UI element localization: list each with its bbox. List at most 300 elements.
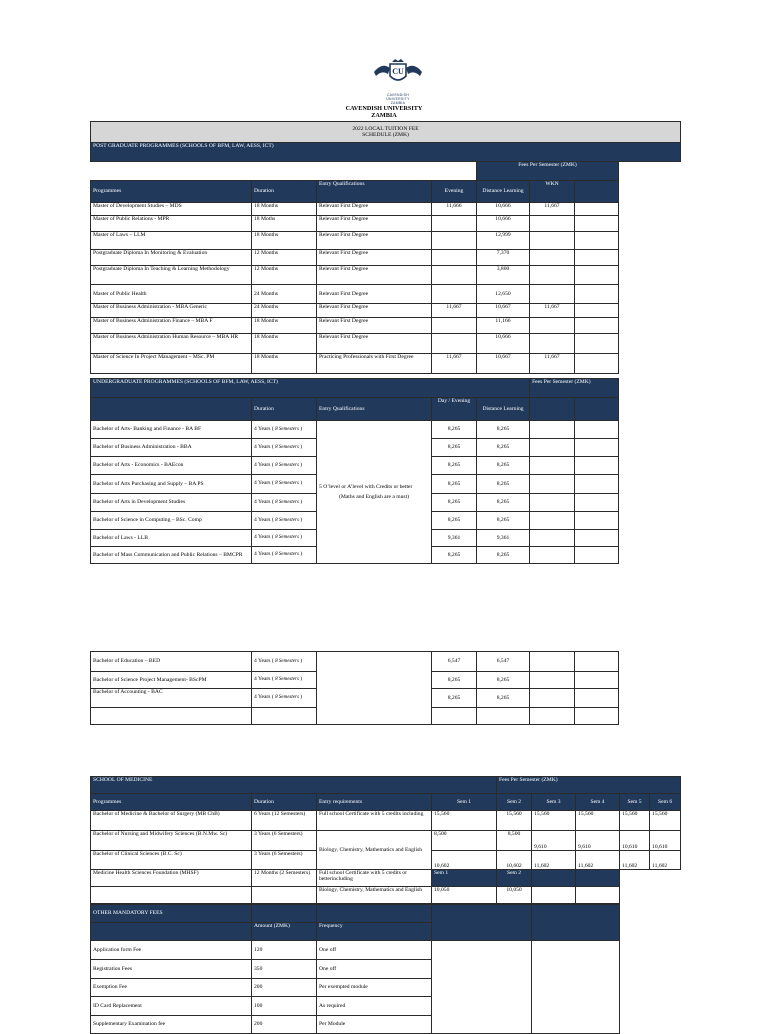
col-frequency: Frequency (317, 923, 432, 941)
empty-cell (530, 494, 575, 512)
duration: 12 Months (252, 266, 317, 285)
empty-cell (575, 708, 619, 725)
years: 4 Years ( (254, 657, 276, 664)
empty-cell (575, 494, 619, 512)
duration: 18 Months (252, 318, 317, 334)
spacer (620, 870, 681, 887)
col-programmes: Programmes (91, 794, 252, 811)
mhsf-sem1-fee: 10,050 (432, 887, 497, 904)
sem3-fee: 15,560 (532, 811, 576, 831)
sem5-fee: 15,560 (620, 811, 650, 831)
entry: Relevant First Degree (317, 318, 432, 334)
close-paren: ) (298, 425, 303, 432)
programme: Bachelor of Medicine & Bachelor of Surgery (MB ChB) (91, 811, 252, 831)
spacer (619, 512, 681, 530)
empty-cell (530, 475, 575, 494)
spacer (619, 181, 681, 203)
university-title (330, 105, 438, 119)
close-paren: ) (298, 676, 303, 683)
close-paren: ) (298, 516, 303, 523)
empty-cell (530, 689, 575, 708)
logo-line2: UNIVERSITY (386, 97, 410, 101)
programme: Bachelor of Arts in Development Studies (91, 494, 252, 512)
col-empty (530, 398, 575, 421)
spacer (619, 672, 681, 689)
fee-amount: 350 (252, 960, 317, 979)
postgrad-section-title: POST GRADUATE PROGRAMMES (SCHOOLS OF BFM, LAW, AESS, ICT) (91, 143, 681, 162)
duration: 12 Months (2 Semesters) (252, 870, 317, 887)
years: 4 Years ( (254, 551, 276, 558)
day-fee: 9,361 (432, 530, 477, 547)
table-row (91, 304, 681, 318)
sem6-fee: 11,602 (650, 851, 681, 870)
table-row (91, 354, 681, 374)
duration: 18 Months (252, 203, 317, 216)
programme: Bachelor of Arts - Economics - BAEcon (91, 457, 252, 475)
semesters: 8 Semesters (275, 552, 299, 558)
distance-fee: 3,800 (477, 266, 530, 285)
day-fee: 8,265 (432, 512, 477, 530)
entry: Full school Certificate with 5 credits including (317, 811, 432, 831)
distance-fee: 7,370 (477, 250, 530, 266)
programme: Master of Public Health (91, 285, 252, 304)
table-row (91, 652, 681, 672)
close-paren: ) (298, 551, 303, 558)
col-duration: Duration (252, 181, 317, 203)
spacer (619, 708, 681, 725)
wkn-fee (530, 232, 575, 250)
table-row (91, 318, 681, 334)
schedule-line2: SCHEDULE (ZMK) (362, 132, 409, 138)
years: 4 Years ( (254, 694, 276, 701)
entry: Biology, Chemistry, Mathematics and English (317, 887, 432, 904)
evening-fee (432, 266, 477, 285)
col-sem4: Sem 4 (576, 794, 620, 811)
duration (252, 530, 317, 547)
col-programmes: Programmes (91, 181, 252, 203)
duration: 18 Months (252, 354, 317, 374)
entry-qualification (317, 421, 432, 564)
day-fee: 8,265 (432, 439, 477, 457)
fee-frequency: Per Module (317, 1016, 432, 1034)
col-duration: Duration (252, 794, 317, 811)
evening-fee: 11,666 (432, 203, 477, 216)
postgrad-fees-header: Fees Per Semester (ZMK) (477, 162, 619, 181)
distance-fee: 8,265 (477, 494, 530, 512)
duration (252, 547, 317, 564)
day-fee: 8,265 (432, 457, 477, 475)
spacer (619, 475, 681, 494)
spacer (619, 203, 681, 216)
col-entry: Entry Qualifications (317, 398, 432, 421)
col-distance: Distance Learning (477, 398, 530, 421)
entry: Biology, Chemistry, Mathematics and English (317, 831, 432, 870)
col-sem1: Sem 1 (432, 794, 497, 811)
distance-fee: 10,666 (477, 334, 530, 354)
empty-cell (575, 530, 619, 547)
undergrad-section-title: UNDERGRADUATE PROGRAMMES (SCHOOLS OF BFM, LAW, AESS, ICT) (91, 379, 530, 398)
empty-cell (575, 439, 619, 457)
university-logo (368, 58, 428, 105)
programme: Bachelor of Business Administration - BBA (91, 439, 252, 457)
sem4-fee: 9,610 (576, 831, 620, 851)
sem1-fee: 8,500 (432, 831, 497, 851)
entry: Relevant First Degree (317, 304, 432, 318)
svg-text:CU: CU (392, 67, 404, 76)
university-line2: ZAMBIA (371, 112, 397, 119)
sem6-fee: 15,560 (650, 811, 681, 831)
duration (252, 439, 317, 457)
entry: Relevant First Degree (317, 266, 432, 285)
entry: Relevant First Degree (317, 334, 432, 354)
duration (252, 652, 317, 672)
empty-cell (575, 475, 619, 494)
sem4-fee: 15,560 (576, 811, 620, 831)
years: 4 Years ( (254, 534, 276, 541)
empty-cell (530, 547, 575, 564)
programme: Bachelor of Mass Communication and Public Relations – BMCPR (91, 547, 252, 564)
table-row (91, 811, 681, 831)
spacer (619, 439, 681, 457)
distance-fee: 8,265 (477, 475, 530, 494)
programme: Bachelor of Laws - LLB (91, 530, 252, 547)
sem2-fee: 15,560 (497, 811, 532, 831)
col-sem3: Sem 3 (532, 794, 576, 811)
empty-cell (477, 708, 530, 725)
fee-amount: 200 (252, 979, 317, 997)
duration: 18 Months (252, 232, 317, 250)
col-sem6: Sem 6 (650, 794, 681, 811)
fee-name: Application form Fee (91, 941, 252, 960)
evening-fee (432, 232, 477, 250)
empty-cell (575, 512, 619, 530)
empty-cell (576, 887, 620, 904)
spacer (619, 232, 681, 250)
mhsf-empty-header (576, 870, 620, 887)
sem2-fee: 10,602 (497, 851, 532, 870)
duration (252, 421, 317, 439)
empty-cell (575, 232, 619, 250)
empty-cell (91, 708, 252, 725)
duration: 12 Months (252, 250, 317, 266)
years: 4 Years ( (254, 676, 276, 683)
schedule-title (91, 122, 681, 143)
programme: Bachelor of Arts Purchasing and Supply – BA PS (91, 475, 252, 494)
wkn-fee (530, 285, 575, 304)
semesters: 8 Semesters (275, 462, 299, 468)
empty-cell (532, 887, 576, 904)
close-paren: ) (298, 461, 303, 468)
empty-cell (575, 266, 619, 285)
duration: 24 Months (252, 304, 317, 318)
header-blank (252, 905, 317, 923)
fee-name: Supplementary Examination fee (91, 1016, 252, 1034)
empty-cell (575, 457, 619, 475)
entry: Relevant First Degree (317, 250, 432, 266)
mhsf-sem2-header: Sem 2 (497, 870, 532, 887)
empty-cell (532, 941, 620, 1034)
duration (252, 494, 317, 512)
spacer (619, 285, 681, 304)
entry: Full school Certificate with 5 credits or betterincluding (317, 870, 432, 887)
empty-cell (575, 203, 619, 216)
evening-fee (432, 318, 477, 334)
col-sem5: Sem 5 (620, 794, 650, 811)
empty-cell (575, 421, 619, 439)
table-row (91, 887, 681, 904)
duration: 6 Years (12 Semesters) (252, 811, 317, 831)
fee-name: Registration Fees (91, 960, 252, 979)
empty-cell (575, 689, 619, 708)
empty-cell (252, 708, 317, 725)
continuation-table (90, 651, 681, 725)
spacer (619, 334, 681, 354)
col-distance: Distance Learning (477, 181, 530, 203)
distance-fee: 8,265 (477, 547, 530, 564)
distance-fee: 6,547 (477, 652, 530, 672)
distance-fee: 10,666 (477, 203, 530, 216)
programme: Postgraduate Diploma In Monitoring & Evaluation (91, 250, 252, 266)
distance-fee: 10,667 (477, 354, 530, 374)
mandatory-section-title: OTHER MANDATORY FEES (91, 905, 252, 923)
entry: Relevant First Degree (317, 285, 432, 304)
empty-cell (575, 250, 619, 266)
col-empty (575, 398, 619, 421)
schedule-line1: 2022 LOCAL TUITION FEE (352, 125, 419, 132)
spacer (619, 216, 681, 232)
semesters: 8 Semesters (275, 517, 299, 523)
col-entry: Entry requirements (317, 794, 432, 811)
programme: Master of Business Administration - MBA Generic (91, 304, 252, 318)
years: 4 Years ( (254, 461, 276, 468)
spacer (619, 689, 681, 708)
sem1-fee: 15,560 (432, 811, 497, 831)
distance-fee: 12,650 (477, 285, 530, 304)
day-fee: 8,265 (432, 672, 477, 689)
years: 4 Years ( (254, 498, 276, 505)
close-paren: ) (298, 694, 303, 701)
entry-note: (Maths and English are a must) (338, 493, 410, 500)
empty-cell (530, 652, 575, 672)
table-row (91, 421, 681, 439)
wkn-fee: 11,667 (530, 203, 575, 216)
spacer (619, 652, 681, 672)
table-row (91, 870, 681, 887)
distance-fee: 11,166 (477, 318, 530, 334)
programme: Bachelor of Education – BED (91, 652, 252, 672)
years: 4 Years ( (254, 480, 276, 487)
mhsf-sem2-fee: 10,050 (497, 887, 532, 904)
wkn-fee: 11,667 (530, 354, 575, 374)
header-blank (317, 905, 432, 923)
fee-amount: 100 (252, 997, 317, 1016)
sem1-fee: 10,602 (432, 851, 497, 870)
entry-text: 5 O’level or A’level with Credits or better (319, 484, 413, 491)
fee-name: ID Card Replacement (91, 997, 252, 1016)
mhsf-empty-header (532, 870, 576, 887)
mhsf-sem1-header: Sem 1 (432, 870, 497, 887)
distance-fee: 8,265 (477, 512, 530, 530)
empty-cell (575, 334, 619, 354)
spacer (620, 887, 681, 904)
table-row (91, 250, 681, 266)
spacer (619, 250, 681, 266)
empty-cell (575, 354, 619, 374)
table-row (91, 831, 681, 851)
spacer (619, 530, 681, 547)
university-line1: CAVENDISH UNIVERSITY (345, 105, 423, 112)
fee-frequency: Per exempted module (317, 979, 432, 997)
duration: 24 Months (252, 285, 317, 304)
evening-fee (432, 334, 477, 354)
programme: Master of Public Relations - MPR (91, 216, 252, 232)
empty-cell (530, 512, 575, 530)
day-fee: 8,265 (432, 547, 477, 564)
col-fee (91, 923, 252, 941)
programme: Bachelor of Accounting - BAC (91, 689, 252, 708)
programme: Postgraduate Diploma In Teaching & Learning Methodology (91, 266, 252, 285)
distance-fee: 8,265 (477, 421, 530, 439)
empty-cell (575, 304, 619, 318)
col-day-evening: Day / Evening (432, 398, 477, 421)
col-duration: Duration (252, 398, 317, 421)
undergrad-fees-header: Fees Per Semester (ZMK) (530, 379, 619, 398)
table-row (91, 285, 681, 304)
programme: Bachelor of Science in Computing – BSc. Comp (91, 512, 252, 530)
close-paren: ) (298, 657, 303, 664)
fee-frequency: One off (317, 941, 432, 960)
sem6-fee: 10,610 (650, 831, 681, 851)
wkn-fee (530, 216, 575, 232)
entry: Relevant First Degree (317, 203, 432, 216)
sem4-fee: 11,602 (576, 851, 620, 870)
empty-cell (575, 285, 619, 304)
medicine-section-title: SCHOOL OF MEDICINE (91, 777, 497, 794)
spacer (91, 162, 477, 181)
spacer (619, 547, 681, 564)
semesters: 8 Semesters (275, 695, 299, 701)
duration (252, 672, 317, 689)
table-row (91, 232, 681, 250)
medicine-fees-header: Fees Per Semester (ZMK) (497, 777, 681, 794)
empty-cell (575, 672, 619, 689)
distance-fee: 10,667 (477, 304, 530, 318)
logo-line1: CAVENDISH (386, 93, 410, 97)
evening-fee (432, 250, 477, 266)
fee-frequency: As required (317, 997, 432, 1016)
header-blank (532, 905, 620, 941)
empty-cell (530, 439, 575, 457)
semesters: 8 Semesters (275, 481, 299, 487)
empty-cell (530, 530, 575, 547)
sem3-fee: 9,610 (532, 831, 576, 851)
semesters: 8 Semesters (275, 677, 299, 683)
spacer (619, 162, 681, 181)
empty-cell (575, 652, 619, 672)
wkn-fee (530, 318, 575, 334)
spacer (619, 457, 681, 475)
semesters: 8 Semesters (275, 658, 299, 664)
empty-cell (530, 457, 575, 475)
sem5-fee: 10,610 (620, 831, 650, 851)
col-sem2: Sem 2 (497, 794, 532, 811)
programme: Bachelor of Nursing and Midwifery Sciences (B.N.Mw. Sc) (91, 831, 252, 851)
distance-fee: 8,265 (477, 439, 530, 457)
empty-cell (432, 941, 532, 1034)
semesters: 8 Semesters (275, 535, 299, 541)
sem3-fee: 11,602 (532, 851, 576, 870)
programme: Bachelor of Science Project Management- BScPM (91, 672, 252, 689)
programme: Medicine Health Sciences Foundation (MHSF) (91, 870, 252, 887)
close-paren: ) (298, 480, 303, 487)
entry: Practicing Professionals with First Degree (317, 354, 432, 374)
day-fee: 8,265 (432, 689, 477, 708)
entry-blank (317, 652, 432, 725)
medicine-table (90, 776, 681, 904)
empty-cell (575, 216, 619, 232)
logo-line3: ZAMBIA (390, 101, 406, 105)
wkn-fee: 11,667 (530, 304, 575, 318)
spacer (619, 398, 681, 421)
spacer (619, 421, 681, 439)
empty-cell (530, 421, 575, 439)
distance-fee: 12,999 (477, 232, 530, 250)
duration: 18 Moths (252, 216, 317, 232)
duration: 3 Years (6 Semesters) (252, 851, 317, 870)
duration: 18 Months (252, 334, 317, 354)
empty-cell (530, 672, 575, 689)
empty-cell (91, 887, 252, 904)
distance-fee: 8,265 (477, 689, 530, 708)
empty-cell (432, 708, 477, 725)
header-blank (432, 905, 532, 941)
empty-cell (575, 547, 619, 564)
table-row (91, 203, 681, 216)
programme: Bachelor of Clinical Sciences (B.C. Sc) (91, 851, 252, 870)
evening-fee (432, 285, 477, 304)
close-paren: ) (298, 498, 303, 505)
close-paren: ) (298, 534, 303, 541)
day-fee: 6,547 (432, 652, 477, 672)
programme: Master of Science In Project Management – MSc. PM (91, 354, 252, 374)
crest-icon (368, 58, 428, 88)
spacer (619, 354, 681, 374)
col-amount: Amount (ZMK) (252, 923, 317, 941)
spacer (619, 318, 681, 334)
day-fee: 8,265 (432, 475, 477, 494)
spacer (619, 304, 681, 318)
table-row (91, 266, 681, 285)
programme: Master of Laws – LLM (91, 232, 252, 250)
day-fee: 8,265 (432, 494, 477, 512)
entry: Relevant First Degree (317, 216, 432, 232)
col-empty (575, 181, 619, 203)
evening-fee (432, 216, 477, 232)
wkn-fee (530, 250, 575, 266)
undergraduate-table (90, 378, 681, 564)
col-wkn: WKN (530, 181, 575, 203)
fee-frequency: One off (317, 960, 432, 979)
duration (252, 457, 317, 475)
spacer (619, 266, 681, 285)
spacer (619, 379, 681, 398)
years: 4 Years ( (254, 516, 276, 523)
close-paren: ) (298, 443, 303, 450)
empty-cell (575, 318, 619, 334)
empty-cell (530, 708, 575, 725)
years: 4 Years ( (254, 425, 276, 432)
programme: Master of Development Studies – MDS (91, 203, 252, 216)
